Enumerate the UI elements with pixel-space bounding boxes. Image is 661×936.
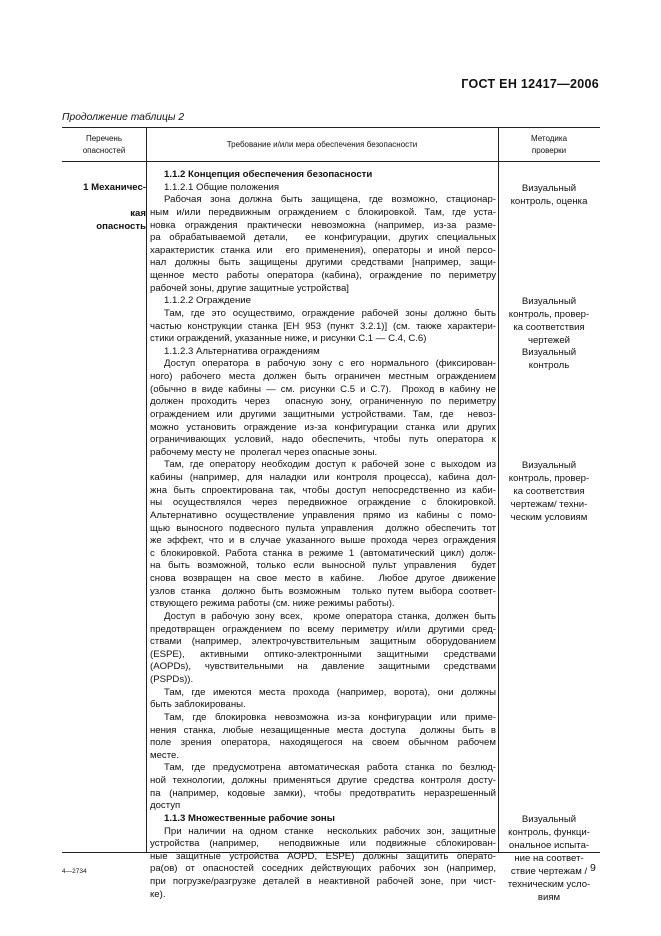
requirement-line: ной технологии, должны применяться другие средства контроля досту- [150, 775, 496, 786]
requirement-line: 1.1.2 Концепция обеспечения безопасности [164, 169, 373, 180]
footer-code: 4—2734 [62, 868, 87, 875]
verification-method: Визуальный контроль, оценка [510, 182, 588, 207]
col-header-requirements: Требование и/или мера обеспечения безопасности [226, 139, 418, 149]
requirement-line: щью выносного подвесного пульта управления должно обеспечить тот [150, 522, 496, 534]
header-separator [62, 161, 600, 162]
requirement-line: па (например, кодовые замки), чтобы предотвратить неразрешенный [150, 787, 496, 799]
requirement-line: ствующего режима работы (см. ниже режимы работы). [150, 598, 395, 610]
requirement-line: Там, где предусмотрена автоматическая работа станка по безлюд- [164, 762, 496, 774]
requirement-line: (ESPE), активными оптико-электронными защитными средствами [150, 648, 496, 660]
requirement-line: ствами (например, электрочувствительным защитным оборудованием [150, 636, 496, 648]
requirement-line: Доступ в рабочую зону всех, кроме оператора станка, должен быть [164, 610, 496, 622]
requirements-cell [150, 169, 496, 901]
col-header-hazards: Перечень опасностей [82, 133, 126, 155]
requirement-line: при погрузке/разгрузке деталей в неактивной рабочей зоне, при чист- [150, 876, 496, 887]
requirement-line: кабины (например, для наладки или контроля процесса), кабина дол- [150, 472, 496, 483]
requirement-line: устройства (например, неподвижные или подвижные сблокирован- [150, 838, 496, 850]
requirement-line: можно установить ограждение из-за конфигурации станка или других [150, 421, 496, 433]
verification-method: Визуальный контроль, провер- ка соответствия чертежей [508, 296, 590, 347]
document-code: ГОСТ ЕН 12417—2006 [461, 77, 599, 91]
requirement-line: новка ограждения практически невозможна (например, из-за разме- [150, 219, 496, 231]
hazard-line: кая опасность [96, 208, 146, 232]
requirement-line: должен проходить через опасную зону, ограниченную по периметру [150, 396, 496, 408]
requirement-line: жна быть спроектирована так, чтобы доступ непосредственно из каби- [150, 484, 496, 496]
requirement-line: с блокировкой. Работа станка в режиме 1 (автоматический цикл) долж- [150, 547, 496, 559]
requirement-line: быть заблокированы. [150, 699, 246, 711]
requirement-line: ного) рабочего места должен быть ограничен местным ограждением [150, 371, 496, 382]
hazard-line: 1 Механичес- [83, 182, 146, 193]
requirement-line: снова возвращен на свое место в кабине. Любое другое движение [150, 573, 496, 584]
requirement-line: щенное место работы оператора (кабина), ограждение по периметру [150, 270, 496, 281]
hazard-cell [82, 168, 146, 246]
requirement-line: При наличии на одном станке нескольких рабочих зон, защитные [164, 825, 496, 837]
requirement-line: стики ограждений, указанные ниже, и рисунки С.1 — С.4, С.6) [150, 333, 427, 345]
requirement-line: ограничивающих условий, надо обеспечить, чтобы путь оператора к [150, 434, 496, 446]
requirement-line: же эффект, что и в случае указанного выше прохода через ограждения [150, 535, 496, 547]
requirement-line: Рабочая зона должна быть защищена, где возможно, стационар- [164, 194, 496, 206]
requirement-line: поле зрения оператора, находящегося на своем обычном рабочем [150, 737, 496, 749]
requirement-line: ра(ов) от опасностей соседних действующих рабочих зон (например, [150, 863, 496, 875]
requirement-line: Там, где оператору необходим доступ к рабочей зоне с выходом из [164, 459, 496, 471]
requirement-line: ны осуществлялся через передвижное ограждение с блокировкой. [150, 497, 496, 509]
page-number: 9 [590, 862, 596, 874]
requirement-line: 1.1.2.1 Общие положения [164, 181, 280, 193]
col-header-verification: Методика проверки [530, 133, 568, 155]
requirement-line: (обычно в виде кабины — см. рисунки С.5 и С.7). Проход в кабину не [150, 383, 496, 395]
column-divider [146, 128, 147, 852]
requirement-line: на быть возможной, только если выносной пульт управления будет [150, 560, 496, 572]
requirement-line: (AOPDs), чувствительными на давление защитными средствами [150, 661, 496, 673]
requirement-line: Альтернативно осуществление управления прямо из кабины с помо- [150, 509, 496, 521]
requirement-line: ограждением или другими защитными устройствами. Там, где невоз- [150, 408, 496, 420]
verification-method: Визуальный контроль [521, 346, 577, 371]
requirement-line: (PSPDs)). [150, 674, 194, 685]
requirement-line: доступ [150, 800, 181, 812]
requirement-line: 1.1.2.3 Альтернатива ограждениям [164, 345, 320, 357]
requirement-line: рабочему месту не пролегал через опасные зоны. [150, 446, 378, 458]
requirement-line: Там, где блокировка невозможна из-за конфигурации или приме- [164, 711, 496, 723]
requirement-line: предотвращен ограждением по всему периметру и/или другими сред- [150, 623, 496, 635]
requirement-line: 1.1.2.2 Ограждение [164, 295, 251, 307]
requirement-line: рабочей зоны, другие защитные устройства] [150, 282, 349, 294]
requirement-line: Доступ оператора в рабочую зону с его нормального (фиксирован- [164, 358, 496, 370]
requirement-line: Там, где имеются места прохода (например, ворота), они должны [164, 686, 496, 698]
requirement-line: месте. [150, 749, 180, 761]
requirement-line: Там, где это осуществимо, ограждение рабочей зоны должно быть [164, 307, 496, 319]
verification-method: Визуальный контроль, провер- ка соответствия чертежам/ техни- ческим условиям [508, 460, 590, 524]
requirement-line: узлов станка должно быть возможным только путем выбора соответ- [150, 585, 496, 597]
table-continuation-caption: Продолжение таблицы 2 [62, 112, 185, 123]
requirement-line: 1.1.3 Множественные рабочие зоны [164, 812, 335, 824]
requirement-line: нал должны быть защищены другими средствами [например, защи- [150, 257, 496, 269]
requirement-line: ным и/или передвижным ограждением с блокировкой. Там, где уста- [150, 206, 496, 218]
requirement-line: ке). [150, 888, 166, 900]
verification-method: Визуальный контроль, функци- ональное испыта- ние на соответ- ствие чертежам / техническим усло- виям [507, 814, 591, 904]
requirement-line: частью конструкции станка [ЕН 953 (пункт 3.2.1)] (см. также характери- [150, 320, 496, 332]
requirement-line: ные защитные устройства AOPD, ESPE) должны защитить операто- [150, 850, 496, 862]
requirement-line: характеристик станка или его применения), операторы и иной персо- [150, 244, 496, 256]
requirement-line: ра обрабатываемой детали, ее конфигурации, других специальных [150, 232, 496, 244]
requirement-line: нения станка, любые незащищенные места доступа должны быть в [150, 724, 496, 736]
